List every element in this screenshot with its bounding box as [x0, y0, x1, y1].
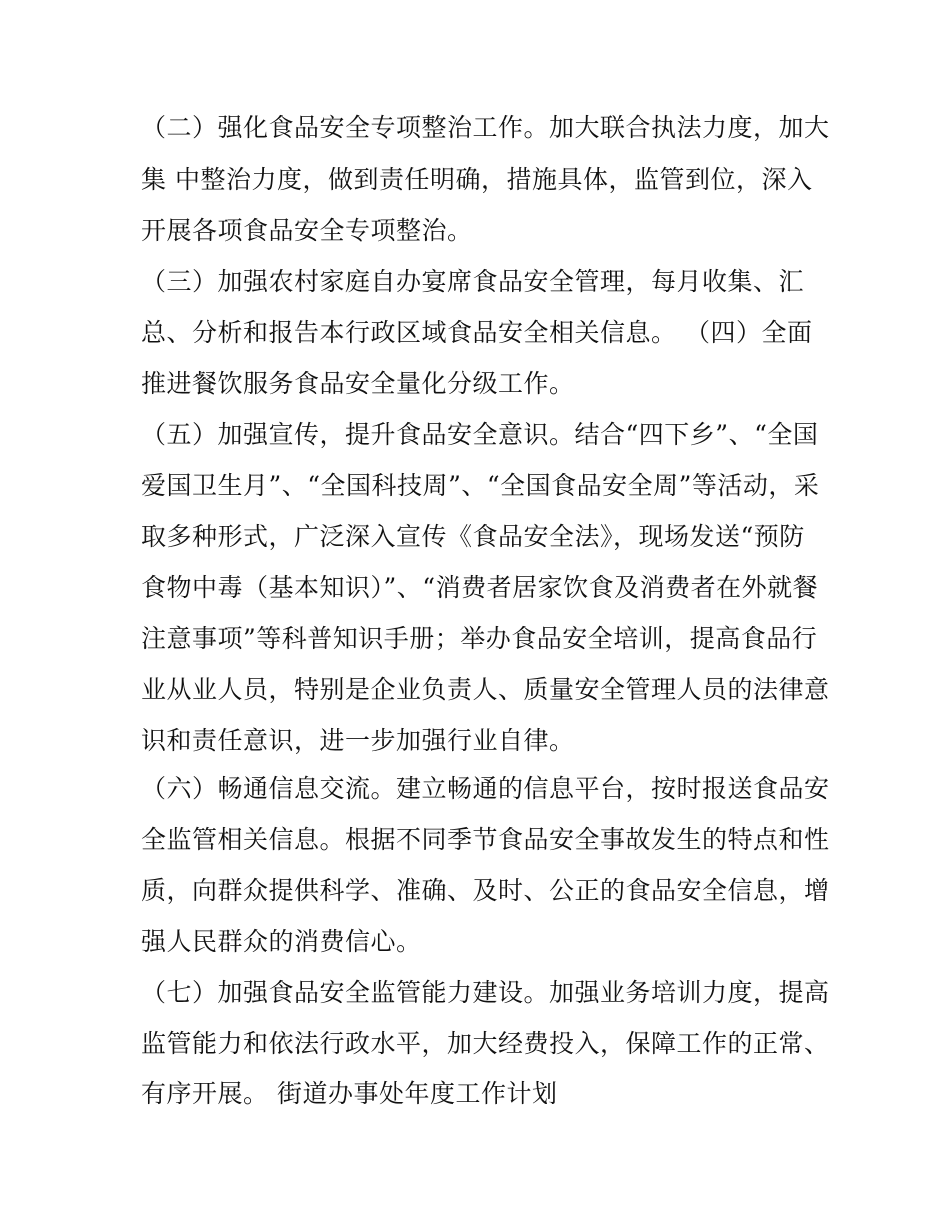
text-line: 爱国卫生月”、“全国科技周”、“全国食品安全周”等活动，采 — [141, 471, 820, 500]
text-line: 有序开展。 街道办事处年度工作计划 — [141, 1079, 558, 1108]
text-line: 注意事项”等科普知识手册；举办食品安全培训，提高食品行 — [141, 624, 818, 653]
text-line: （七）加强食品安全监管能力建设。加强业务培训力度，提高 — [141, 978, 830, 1007]
text-line: 强人民群众的消费信心。 — [141, 927, 422, 956]
text-line: （六）畅通信息交流。建立畅通的信息平台，按时报送食品安 — [141, 774, 830, 803]
text-line: 识和责任意识，进一步加强行业自律。 — [141, 726, 575, 755]
text-line: 推进餐饮服务食品安全量化分级工作。 — [141, 369, 575, 398]
text-line: （五）加强宣传，提升食品安全意识。结合“四下乡”、“全国 — [141, 420, 819, 449]
text-line: 取多种形式，广泛深入宣传《食品安全法》，现场发送“预防 — [141, 522, 805, 551]
text-line: 业从业人员，特别是企业负责人、质量安全管理人员的法律意 — [141, 675, 830, 704]
text-line: 食物中毒（基本知识）”、“消费者居家饮食及消费者在外就餐 — [141, 573, 819, 602]
text-line: （二）强化食品安全专项整治工作。加大联合执法力度，加大 — [141, 113, 830, 142]
text-line: 监管能力和依法行政水平，加大经费投入，保障工作的正常、 — [141, 1029, 830, 1058]
text-line: 全监管相关信息。根据不同季节食品安全事故发生的特点和性 — [141, 825, 830, 854]
text-line: 质，向群众提供科学、准确、及时、公正的食品安全信息，增 — [141, 876, 830, 905]
text-line: 总、分析和报告本行政区域食品安全相关信息。 （四）全面 — [141, 318, 813, 347]
text-line: 集 中整治力度，做到责任明确，措施具体，监管到位，深入 — [141, 165, 813, 194]
text-line: （三）加强农村家庭自办宴席食品安全管理，每月收集、汇 — [141, 267, 805, 296]
text-line: 开展各项食品安全专项整治。 — [141, 216, 473, 245]
